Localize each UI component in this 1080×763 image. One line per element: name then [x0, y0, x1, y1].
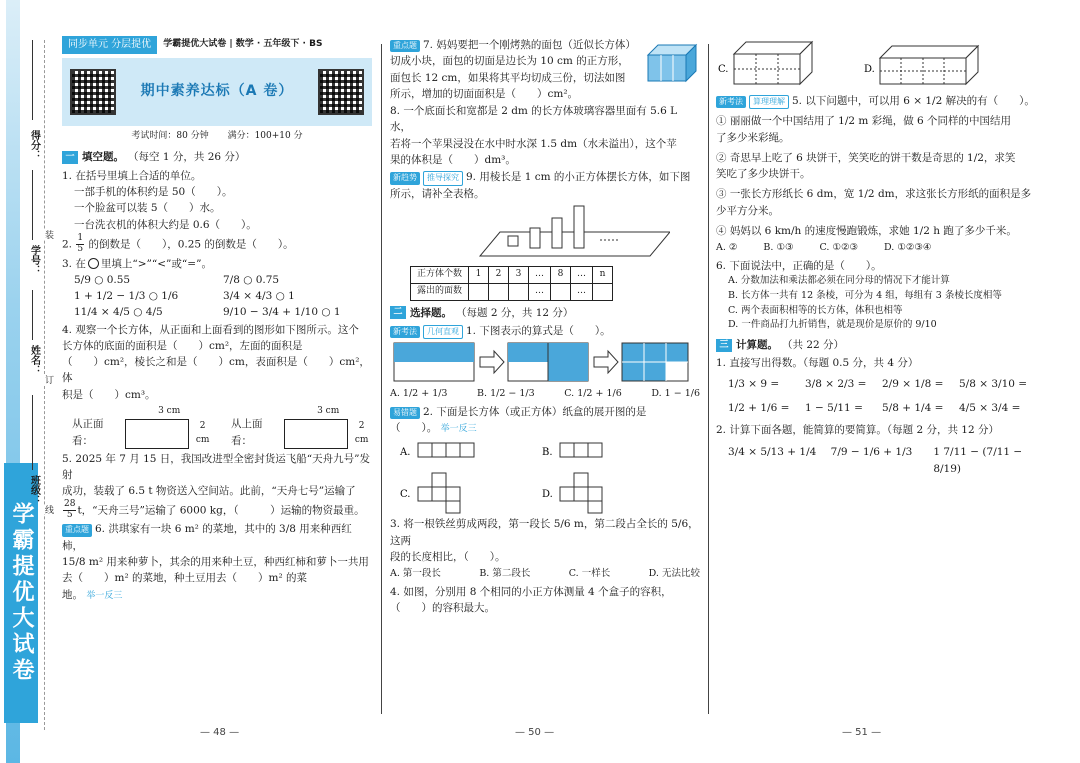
question-line: t，“天舟三号”运输了 6000 kg，（ ）运输的物资最重。	[77, 504, 365, 517]
exam-banner	[62, 58, 372, 126]
table-cell[interactable]	[469, 283, 489, 300]
more-practice-link[interactable]: 举一反三	[440, 424, 477, 435]
svg-text:C.: C.	[718, 64, 729, 75]
trend-badge: 新趋势	[390, 172, 420, 184]
section-title: 选择题。	[410, 306, 452, 319]
calc-item: 7/9 − 1/6 + 1/3	[830, 446, 913, 459]
calc-item: 1 − 5/11 =	[805, 401, 863, 414]
field-line	[32, 170, 33, 240]
skill-badge: 推导探究	[423, 171, 463, 185]
question-line: 6. 洪琪家有一块 6 m² 的菜地，其中的 3/8 用来种西红柿，	[62, 523, 352, 552]
statement: ① 丽丽做一个中国结用了 1/2 m 彩绳，做 6 个同样的中国结用	[716, 115, 1012, 128]
options	[716, 241, 1036, 256]
question-text: 的倒数是（ ），0.25 的倒数是（ ）。	[88, 238, 294, 251]
front-view-rect	[125, 419, 189, 449]
option-c[interactable]: C. 1/2 + 1/6	[564, 388, 622, 400]
question-line: （ ）。	[390, 422, 438, 435]
compare-item: 7/8 ○ 0.75	[223, 273, 280, 286]
table-row	[411, 283, 613, 300]
question-line: 成功，装载了 6.5 t 物资送入空间站。此前，“天舟七号”运输了	[62, 485, 356, 498]
question-line: 去（ ）m² 的菜地，种土豆用去（ ）m² 的菜	[62, 572, 308, 585]
exam-score: 满分：100+10 分	[227, 130, 303, 141]
compare-item: 1 + 1/2 − 1/3 ○ 1/6	[74, 290, 179, 303]
fraction	[76, 234, 84, 255]
net-options-figure	[390, 437, 690, 515]
choice-4	[390, 584, 700, 617]
table-cell: 正方体个数	[411, 266, 469, 283]
question-line: 积是（ ）cm³。	[62, 388, 156, 401]
question-stem: 3. 在	[62, 257, 86, 270]
table-cell: 8	[551, 266, 571, 283]
table-cell: n	[593, 266, 613, 283]
option-b[interactable]: B. 1/2 − 1/3	[477, 388, 535, 400]
compare-item: 3/4 × 4/3 ○ 1	[223, 290, 295, 303]
question-line: 2. 下面是长方体（或正方体）纸盒的展开图的是	[423, 406, 647, 419]
question-line: 果的体积是（ ）dm³。	[390, 153, 516, 166]
dim-height: 2 cm	[195, 420, 210, 445]
column-divider	[708, 44, 709, 714]
option-d[interactable]: D. 一件商品打九折销售，就是现价是原价的 9/10	[728, 319, 937, 331]
option-c[interactable]: C. 一样长	[568, 568, 611, 580]
method-badge: 新考法	[390, 326, 420, 338]
svg-text:D.: D.	[542, 489, 553, 501]
question-7	[390, 37, 700, 102]
option-a[interactable]: A. 1/2 + 1/3	[390, 388, 448, 400]
table-cell: …	[529, 266, 551, 283]
calc-item: 5/8 + 1/4 =	[882, 401, 944, 414]
method-badge: 新考法	[716, 96, 746, 108]
cube-stack-figure	[450, 202, 670, 262]
column-2	[390, 36, 700, 617]
sidebar-brand: 学霸提优大试卷	[4, 463, 38, 723]
question-2	[62, 234, 372, 255]
exam-title: 期中素养达标（A 卷）	[140, 82, 294, 99]
calc-item: 3/8 × 2/3 =	[805, 377, 867, 390]
section-heading	[716, 337, 1036, 353]
field-name: 姓名：	[28, 345, 40, 375]
front-view-label: 从正面看：	[72, 418, 104, 447]
statement: 了多少米彩绳。	[716, 131, 790, 144]
option-a[interactable]: A. 第一段长	[390, 568, 441, 580]
question-item: 一个脸盆可以装 5（ ）水。	[74, 202, 221, 215]
svg-text:B.: B.	[542, 447, 553, 459]
fraction-diagram	[390, 339, 690, 385]
statement: ④ 妈妈以 6 km/h 的速度慢跑锻炼，求她 1/2 h 跑了多少千米。	[716, 224, 1017, 237]
question-4	[62, 322, 372, 449]
question-text: 1. 下图表示的算式是（ ）。	[466, 324, 611, 337]
options	[390, 387, 700, 402]
question-line: 7. 妈妈要把一个刚烤熟的面包（近似长方体）	[423, 39, 636, 51]
column-3	[716, 36, 1036, 478]
box-options-figure	[716, 36, 1026, 92]
column-divider	[381, 44, 382, 714]
option-d[interactable]: D. 1 − 1/6	[651, 388, 700, 400]
denominator: 5	[77, 243, 84, 254]
question-item: 一部手机的体积约是 50（ ）。	[74, 185, 233, 198]
question-line: 面包长 12 cm，如果将其平均切成三份，切法如图	[390, 71, 626, 84]
svg-text:A.: A.	[400, 447, 411, 459]
calc-item: 2/9 × 1/8 =	[882, 377, 944, 390]
option-c[interactable]: C. 两个表面积相等的长方体，体积也相等	[728, 304, 903, 316]
question-text: 6. 下面说法中，正确的是（ ）。	[716, 259, 882, 272]
section-note: （每空 1 分，共 26 分）	[128, 151, 246, 164]
field-student-id: 学号：	[28, 245, 40, 275]
page-header	[62, 36, 372, 54]
calc-item: 5/8 × 3/10 =	[959, 377, 1028, 390]
section-heading	[62, 149, 372, 165]
section-number: 一	[62, 151, 78, 164]
statement: 少平方分米。	[716, 204, 779, 217]
calc-item: 1/3 × 9 =	[728, 377, 780, 390]
section-title: 填空题。	[82, 151, 124, 164]
binding-sidebar	[0, 0, 53, 763]
compare-item: 9/10 − 3/4 + 1/10 ○ 1	[223, 306, 341, 319]
question-line: 9. 用棱长是 1 cm 的小正方体摆长方体，如下图	[466, 171, 691, 184]
top-view-label: 从上面看：	[231, 418, 263, 447]
cut-mark: 装	[40, 230, 54, 239]
table-cell: 2	[489, 266, 509, 283]
svg-text:D.: D.	[864, 64, 875, 75]
calc-item: 3/4 × 5/13 + 1/4	[728, 446, 817, 459]
statement: ② 奇思早上吃了 6 块饼干，笑笑吃的饼干数是奇思的 1/2，求笑	[716, 151, 1016, 164]
key-question-badge: 重点题	[62, 524, 92, 536]
table-cell[interactable]	[489, 283, 509, 300]
question-text: 5. 以下问题中，可以用 6 × 1/2 解决的有（ ）。	[792, 95, 1035, 107]
section-title: 计算题。	[736, 339, 778, 352]
question-line: 所示，增加的切面面积是（ ）cm²。	[390, 87, 579, 100]
compare-item: 5/9 ○ 0.55	[74, 273, 131, 286]
table-cell: …	[571, 266, 593, 283]
denominator: 5	[66, 509, 73, 520]
bread-figure	[642, 41, 700, 85]
question-line: 3. 将一根铁丝剪成两段，第一段长 5/6 m，第二段占全长的 5/6，这两	[390, 518, 699, 547]
option-b[interactable]: B. 第二段长	[479, 568, 531, 580]
section-number: 三	[716, 339, 732, 352]
question-stem: 1. 在括号里填上合适的单位。	[62, 169, 202, 182]
option-a[interactable]: A. ②	[716, 242, 738, 254]
choice-3	[390, 516, 700, 582]
question-line: 长方体的底面的面积是（ ）cm²，左面的面积是	[62, 339, 303, 352]
option-d[interactable]: D. 无法比较	[648, 568, 700, 580]
question-line: 地。	[62, 588, 83, 601]
fraction	[63, 500, 76, 521]
statement: ③ 一张长方形纸长 6 dm，宽 1/2 dm，求这张长方形纸的面积是多	[716, 188, 1032, 201]
statement: 笑吃了多少块饼干。	[716, 168, 811, 181]
table-cell: 3	[509, 266, 529, 283]
question-9	[390, 169, 700, 301]
view-figures	[72, 405, 372, 449]
circle-icon	[88, 258, 99, 269]
exam-time: 考试时间：80 分钟	[131, 130, 209, 141]
numerator: 1	[77, 232, 84, 243]
cut-line	[44, 40, 45, 730]
exam-info	[62, 130, 372, 144]
section-heading	[390, 305, 700, 321]
question-line: （ ）cm²，棱长之和是（ ）cm，表面积是（ ）cm²，体	[62, 356, 370, 385]
more-practice-link[interactable]: 举一反三	[86, 590, 123, 601]
question-6	[62, 521, 372, 603]
cube-table	[410, 266, 613, 301]
calc-item: 1 7/11 − (7/11 − 8/19)	[933, 446, 1023, 475]
dim-height: 2 cm	[354, 420, 369, 445]
book-title: 学霸提优大试卷 | 数学 · 五年级下 · BS	[163, 38, 323, 49]
option-c[interactable]: C. ①②③	[819, 242, 859, 254]
option-b[interactable]: B. 长方体一共有 12 条棱，可分为 4 组，每组有 3 条棱长度相等	[728, 289, 1002, 301]
question-line: （ ）的容积最大。	[390, 602, 495, 615]
question-stem-tail: 里填上“>”“<”或“=”。	[100, 257, 212, 270]
table-cell: 1	[469, 266, 489, 283]
field-line	[32, 40, 33, 120]
option-b[interactable]: B. ①③	[763, 242, 794, 254]
calc-1	[716, 355, 1036, 416]
question-line: 4. 观察一个长方体，从正面和上面看到的图形如下图所示。这个	[62, 323, 359, 336]
question-number: 2.	[62, 238, 73, 251]
option-d[interactable]: D. ①②③④	[884, 242, 932, 254]
question-item: 一台洗衣机的体积大约是 0.6（ ）。	[74, 218, 257, 231]
question-1	[62, 168, 372, 233]
question-line: 15/8 m² 用来种萝卜，其余的用来种土豆，种西红柿和萝卜一共用	[62, 555, 369, 568]
table-cell[interactable]	[509, 283, 529, 300]
option-a[interactable]: A. 分数加法和乘法都必须在同分母的情况下才能计算	[728, 275, 950, 287]
section-number: 二	[390, 306, 406, 319]
choice-1	[390, 323, 700, 402]
cut-mark: 线	[40, 505, 54, 514]
question-3	[62, 256, 372, 321]
cut-mark: 订	[40, 375, 54, 384]
field-line	[32, 395, 33, 470]
skill-badge: 几何直观	[423, 325, 463, 339]
column-1	[62, 36, 372, 604]
qr-code-icon	[318, 69, 364, 115]
table-cell: …	[571, 283, 593, 300]
options	[390, 567, 700, 582]
compare-item: 11/4 × 4/5 ○ 4/5	[74, 306, 163, 319]
table-cell: 露出的面数	[411, 283, 469, 300]
calc-item: 1/2 + 1/6 =	[728, 401, 790, 414]
svg-text:C.: C.	[400, 489, 411, 501]
page-number: — 51 —	[842, 727, 882, 738]
numerator: 28	[64, 498, 76, 509]
table-cell[interactable]	[551, 283, 571, 300]
question-line: 所示，请补全表格。	[390, 187, 485, 200]
key-question-badge: 重点题	[390, 40, 420, 52]
question-line: 5. 2025 年 7 月 15 日，我国改进型全密封货运飞船“天舟九号”发射	[62, 452, 371, 482]
calc-2	[716, 422, 1036, 477]
question-line: 4. 如图，分别用 8 个相同的小正方体测量 4 个盒子的容积，	[390, 585, 672, 598]
page-number: — 50 —	[515, 727, 555, 738]
question-8	[390, 103, 700, 168]
section-note: （共 22 分）	[782, 339, 845, 352]
unit-tag: 同步单元 分层提优	[62, 36, 157, 54]
error-prone-badge: 易错题	[390, 407, 420, 419]
question-text: 2. 计算下面各题，能简算的要简算。（每题 2 分，共 12 分）	[716, 424, 999, 437]
field-class: 班级：	[28, 475, 40, 505]
question-text: 1. 直接写出得数。（每题 0.5 分，共 4 分）	[716, 357, 919, 370]
choice-5	[716, 93, 1036, 256]
dim-width: 3 cm	[158, 405, 181, 416]
choice-6	[716, 258, 1036, 333]
question-line: 8. 一个底面长和宽都是 2 dm 的长方体玻璃容器里面有 5.6 L 水，	[390, 105, 678, 134]
table-cell: …	[529, 283, 551, 300]
field-score: 得分：	[28, 130, 40, 160]
calc-item: 4/5 × 3/4 =	[959, 401, 1021, 414]
table-row	[411, 266, 613, 283]
qr-code-icon	[70, 69, 116, 115]
question-5	[62, 451, 372, 521]
question-line: 切成小块，面包的切面是边长为 10 cm 的正方形，	[390, 55, 629, 68]
question-line: 段的长度相比，（ ）。	[390, 550, 506, 563]
skill-badge: 算理理解	[749, 95, 789, 109]
question-line: 若将一个苹果浸没在水中时水深 1.5 dm（水未溢出），这个苹	[390, 137, 677, 150]
page-number: — 48 —	[200, 727, 240, 738]
table-cell[interactable]	[593, 283, 613, 300]
field-line	[32, 290, 33, 340]
choice-2	[390, 404, 700, 515]
top-view-rect	[284, 419, 348, 449]
dim-width: 3 cm	[317, 405, 340, 416]
section-note: （每题 2 分，共 12 分）	[456, 306, 574, 319]
